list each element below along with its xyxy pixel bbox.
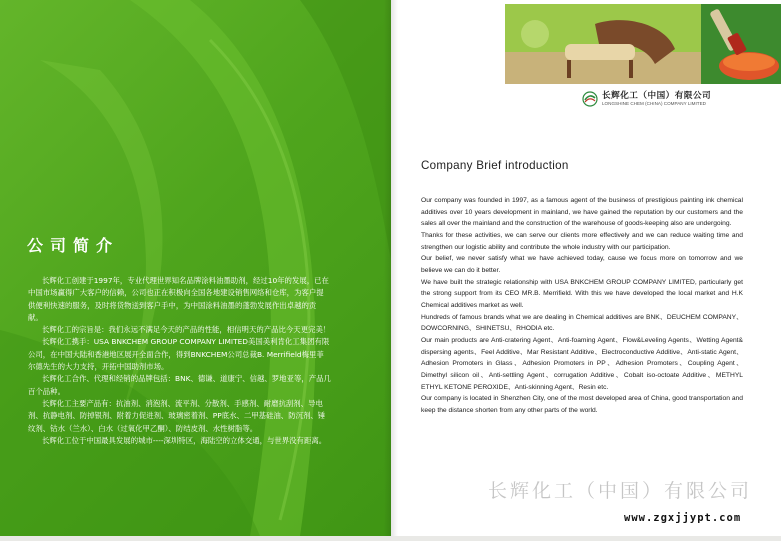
left-green-page [0, 0, 391, 536]
cn-paragraph: 长辉化工合作、代理和经销的品牌包括：BNK、德谦、道康宁、信越、罗地亚等，产品几百个品种。 [28, 374, 331, 396]
en-paragraph: Our company was founded in 1997, as a famous agent of the business of prestigious painting ink chemical additives over 10 years development in mainland, we have gained the reputation by our customers and the sales all over the mainland and the construction of the warehouse of goods-keeping also are undergoing. [421, 197, 743, 228]
en-paragraph: Thanks for these activities, we can serve our clients more effectively and we can reduce waiting time and strengthen our logistic ability and contribute the whole industry with our participation. [421, 231, 743, 251]
en-paragraph: Hundreds of famous brands what we are dealing in Chemical additives are BNK、DEUCHEM COMPANY、DOWCORNING、SHINETSU、RHODIA etc. [421, 313, 743, 333]
page-spine-shadow [384, 0, 398, 536]
photo-chair-room [505, 4, 701, 84]
company-logo [582, 89, 742, 111]
logo-company-name-en: LONGSHINE CHEM (CHINA) COMPANY LIMITED [602, 101, 706, 106]
cn-paragraph: 长辉化工位于中国最具发展的城市----深圳特区，海陆空的立体交通，与世界没有距离。 [42, 435, 327, 445]
page-bottom-edge [0, 536, 781, 541]
logo-mark-icon [582, 91, 598, 107]
watermark-text: 长辉化工（中国）有限公司 [488, 480, 753, 502]
site-url-watermark: www.zgxjjypt.com [624, 512, 742, 524]
cn-paragraph: 长辉化工携手：USA BNKCHEM GROUP COMPANY LIMITED美国美利肯化工集团有限公司，在中国大陆和香港地区展开全面合作，得到BNKCHEM公司总裁B. Merrifield梅里菲尔德先生的大力支持，开拓中国助剂市场。 [28, 337, 330, 372]
en-section-title: Company Brief introduction [421, 159, 569, 172]
en-paragraph: Our main products are Anti-cratering Agent、Anti-foaming Agent、Flow&Leveling Agents、Wetting Agent& dispersing agents、Feel Additive、Mar Resistant Additive、Electroconductive Additive、Anti-static Agent、Adhesion Promoters in Glass、Adhesion Promoters in PP、Adhesion Promoters、Coupling Agent、Dimethyl silicon oil、Anti-settling Agent、corrugation Additive、Cobalt iso-octoate Additive、METHYL ETHYL KETONE PEROXIDE、Anti-skinning Agent、Resin etc. [421, 336, 743, 391]
cn-paragraph: 长辉化工的宗旨是：我们永远不满足今天的产品的性能，相信明天的产品比今天更完美！ [42, 325, 331, 335]
photo-paint-brush [701, 4, 781, 84]
en-paragraph: Our belief, we never satisfy what we have achieved today, cause we focus more on tomorrow and we believe we can do it better. [421, 255, 743, 274]
cn-paragraph: 长辉化工主要产品有：抗油剂、消泡剂、流平剂、分散剂、手感剂、耐磨抗刮剂、导电剂、抗静电剂、防掉银剂、附着力促进剂、玻璃密着剂、PP底水、二甲基硅油、防沉剂、锤纹剂、钴水（兰水）、白水（过氧化甲乙酮）、防结皮剂、水性树脂等。 [28, 398, 326, 433]
decorative-leaf-swoosh [0, 0, 391, 536]
en-paragraph: We have built the strategic relationship with USA BNKCHEM GROUP COMPANY LIMITED, particularly get the strong support from its CEO MR.B. Merrifield. With this we have developed the local market and H.K Chemical additives market as well. [421, 278, 743, 309]
cn-section-title: 公司简介 [27, 236, 120, 255]
cn-paragraph: 长辉化工创建于1997年，专业代理世界知名品牌涂料油墨助剂，经过10年的发展，已在中国市场赢得广大客户的信赖，公司也正在积极向全国各地建设销售网络和仓库，为客户提供便利快速的服务，及时将货物送到客户手中，为中国涂料油墨的蓬勃发展作出卓越的贡献。 [28, 276, 329, 322]
en-intro-body [421, 195, 743, 416]
en-paragraph: Our company is located in Shenzhen City, one of the most developed area of China, good transportation and keep the distance shorten from any other parts of the world. [421, 395, 743, 414]
cn-intro-body [28, 275, 331, 447]
logo-company-name: 长辉化工（中国）有限公司 [602, 91, 712, 101]
